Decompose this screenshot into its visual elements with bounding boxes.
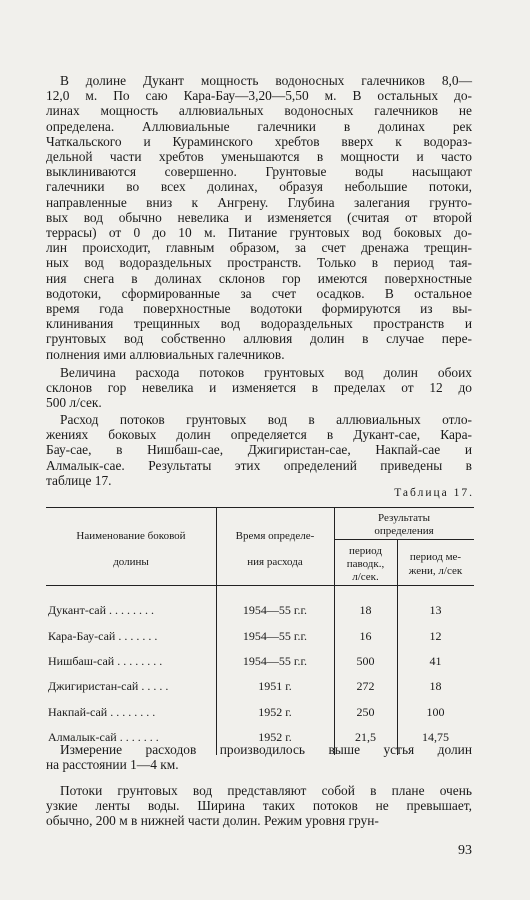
row-flood-value: 16 <box>359 629 372 643</box>
row-low-value: 14,75 <box>422 730 449 744</box>
row-low-value: 12 <box>429 629 442 643</box>
text-line: клинивания трещинных вод водораздельных пространств и <box>46 316 472 332</box>
text-line: узкие ленты воды. Ширина таких потоков не превышает, <box>46 798 472 814</box>
text-line: ния снега в долинах склонов гор имеются поверхностные <box>46 270 472 286</box>
paragraph-1 <box>46 73 472 362</box>
text-line: Величина расхода потоков грунтовых вод долин обоих <box>60 365 472 380</box>
text-line: Чаткальского и Кураминского хребтов вверх к водораз- <box>46 133 472 149</box>
row-flood-value: 272 <box>356 679 375 693</box>
text-line: определена. Аллювиальные галечники в долинах рек <box>46 118 472 134</box>
row-flood-value: 250 <box>356 705 375 719</box>
row-name: Алмалык-сай . . . . . . . <box>48 730 159 744</box>
row-time: 1954—55 г.г. <box>242 654 308 668</box>
row-flood-value: 18 <box>359 603 372 617</box>
row-time: 1952 г. <box>258 730 292 744</box>
text-line: обычно, 200 м в нижней части долин. Режим уровня грун- <box>46 813 379 829</box>
text-line: 12,0 м. По саю Кара-Бау—3,20—5,50 м. В остальных до- <box>46 88 472 104</box>
paragraph-4 <box>46 742 472 772</box>
text-line: таблице 17. <box>46 472 112 488</box>
table-header-rule <box>46 585 474 586</box>
row-time: 1954—55 г.г. <box>242 603 308 617</box>
text-line: В долине Дукант мощность водоносных галечников 8,0— <box>60 73 472 88</box>
table-caption: Таблица 17. <box>394 487 474 499</box>
row-name: Кара-Бау-сай . . . . . . . <box>48 629 158 643</box>
text-line: галечники во всех долинах, образуя небольшие потоки, <box>46 179 472 195</box>
header-flood-line3: л/сек. <box>352 571 379 583</box>
text-line: выклиниваются совершенно. Грунтовые воды насыщают <box>46 164 472 180</box>
row-time: 1952 г. <box>258 705 292 719</box>
text-line: 500 л/сек. <box>46 395 102 411</box>
page-number: 93 <box>458 843 472 858</box>
text-line: Потоки грунтовых вод представляют собой в плане очень <box>60 783 472 798</box>
text-line: направленные вниз к Ангрену. Глубина залегания грунто- <box>46 194 472 210</box>
text-line: дельной части хребтов уменьшаются в мощности и часто <box>46 149 472 165</box>
header-low-line1: период ме- <box>409 551 462 563</box>
header-time-line1: Время определе- <box>235 530 315 542</box>
row-time: 1951 г. <box>258 679 292 693</box>
row-low-value: 18 <box>429 679 442 693</box>
row-name: Джигиристан-сай . . . . . <box>48 679 169 693</box>
text-line: водотоки, сформированные за счет осадков. В остальное <box>46 285 472 301</box>
row-flood-value: 500 <box>356 654 375 668</box>
text-line: Расход потоков грунтовых вод в аллювиальных отло- <box>60 412 472 427</box>
row-low-value: 100 <box>426 705 445 719</box>
text-line: вых вод обычно невелика и изменяется (считая от второй <box>46 209 472 225</box>
header-time-line2: ния расхода <box>247 556 303 568</box>
header-flood-line2: паводк., <box>346 558 385 570</box>
paragraph-2 <box>46 365 472 411</box>
text-line: ных вод водораздельных пространств. Только в период тая- <box>46 255 472 271</box>
paragraph-3 <box>46 412 472 488</box>
text-line: грунтовых вод собственно аллювия долин в случае пере- <box>46 331 472 347</box>
header-results-line1: Результаты <box>378 512 430 524</box>
row-name: Дукант-сай . . . . . . . . <box>48 603 155 617</box>
header-low-line2: жени, л/сек <box>408 565 463 577</box>
text-line: на расстоянии 1—4 км. <box>46 757 179 773</box>
paragraph-5 <box>46 783 472 829</box>
row-name: Накпай-сай . . . . . . . . <box>48 705 156 719</box>
row-flood-value: 21,5 <box>355 730 376 744</box>
text-line: Бау-сае, в Нишбаш-сае, Джигиристан-сае, Накпай-сае и <box>46 442 472 458</box>
text-line: время года поверхностные водотоки формируются из вы- <box>46 301 472 317</box>
header-name-line1: Наименование боковой <box>76 530 186 542</box>
text-line: полнения ими аллювиальных галечников. <box>46 346 285 362</box>
table-top-rule <box>46 507 474 508</box>
header-flood-line1: период <box>349 545 382 557</box>
text-line: склонов гор невелика и изменяется в пределах от 12 до <box>46 380 472 396</box>
text-line: линах мощность аллювиальных водоносных галечников не <box>46 103 472 119</box>
results-group-rule <box>334 539 474 540</box>
header-results-line2: определения <box>374 525 434 537</box>
text-line: жениях боковых долин определяется в Дукант-сае, Кара- <box>46 427 472 443</box>
text-line: Алмалык-сае. Результаты этих определений приведены в <box>46 457 472 473</box>
text-line: Измерение расходов производилось выше устья долин <box>60 742 472 757</box>
text-line: террасы) от 0 до 10 м. Питание грунтовых вод боковых до- <box>46 225 472 241</box>
row-name: Нишбаш-сай . . . . . . . . <box>48 654 163 668</box>
row-low-value: 41 <box>429 654 442 668</box>
header-name-line2: долины <box>113 556 149 568</box>
text-line: лин происходит, главным образом, за счет дренажа трещин- <box>46 240 472 256</box>
row-low-value: 13 <box>429 603 442 617</box>
row-time: 1954—55 г.г. <box>242 629 308 643</box>
